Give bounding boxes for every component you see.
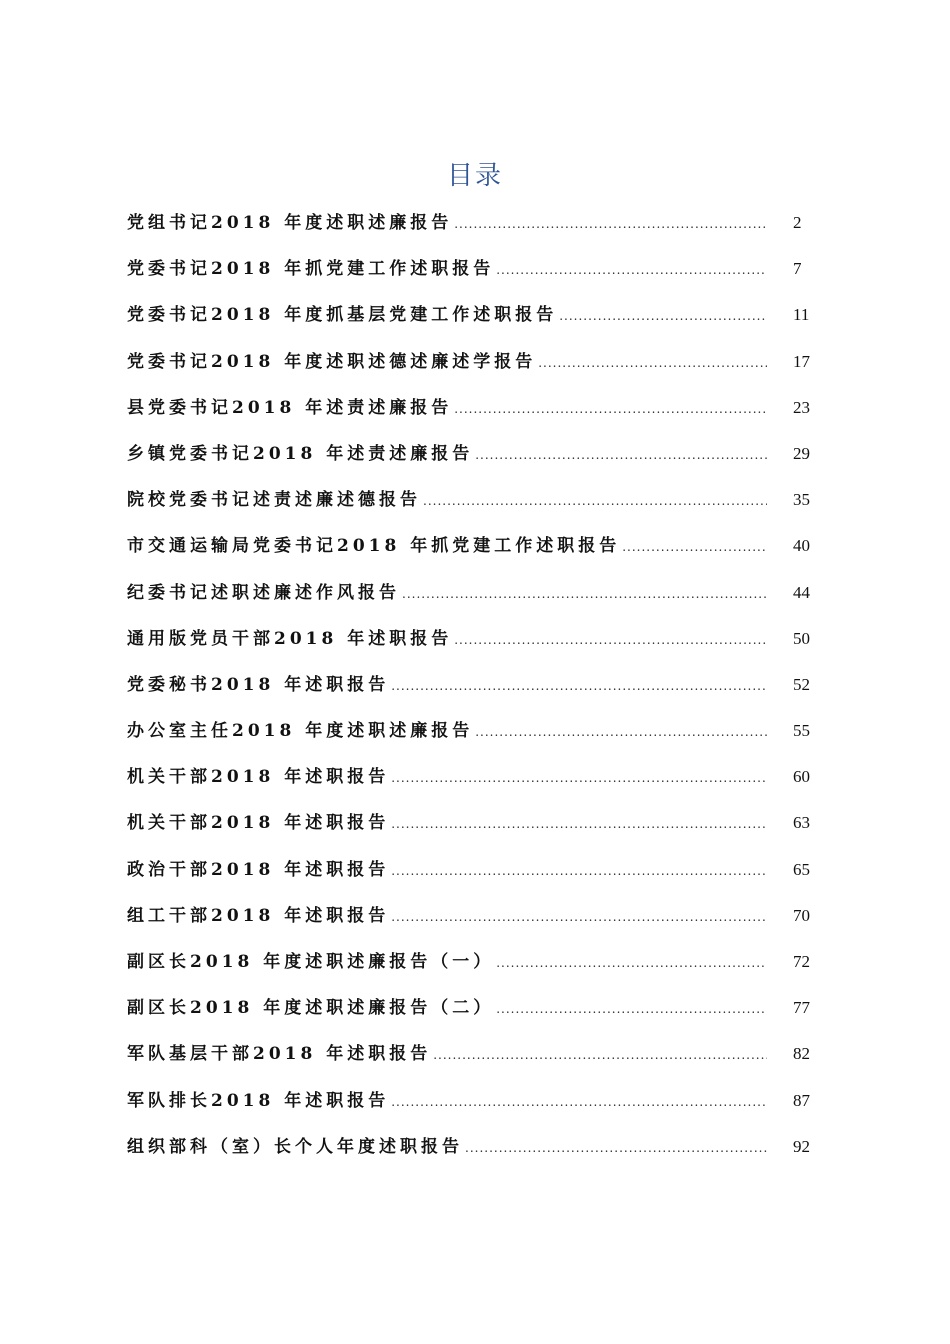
toc-dot-leader	[496, 247, 767, 293]
toc-dot-leader	[475, 432, 767, 478]
toc-dot-leader	[391, 663, 767, 709]
toc-dot-leader	[454, 386, 767, 432]
toc-entry-title: 组织部科（室）长个人年度述职报告	[127, 1136, 463, 1157]
toc-entry-page-number: 82	[793, 1044, 810, 1064]
toc-entry-title: 副区长2018 年度述职述廉报告（一）	[127, 952, 495, 972]
toc-entry[interactable]	[127, 616, 817, 662]
toc-dot-leader	[538, 340, 767, 386]
toc-entry[interactable]	[127, 800, 817, 846]
toc-entry[interactable]	[127, 1124, 817, 1170]
toc-entry[interactable]	[127, 523, 817, 569]
toc-entry-page-number: 23	[793, 397, 810, 417]
toc-entry-page-number: 92	[793, 1136, 810, 1156]
toc-dot-leader	[423, 478, 767, 524]
toc-entry-page-number: 87	[793, 1090, 810, 1110]
toc-dot-leader	[496, 940, 767, 986]
toc-dot-leader	[475, 709, 767, 755]
toc-dot-leader	[402, 571, 767, 617]
toc-entry-title: 党委书记2018 年度述职述德述廉述学报告	[127, 351, 537, 372]
toc-entry[interactable]	[127, 662, 817, 708]
toc-entry[interactable]	[127, 708, 817, 754]
toc-entry[interactable]	[127, 754, 817, 800]
toc-entry-page-number: 77	[793, 998, 810, 1018]
table-of-contents	[127, 200, 817, 1170]
toc-entry[interactable]	[127, 477, 817, 523]
toc-entry-title: 副区长2018 年度述职述廉报告（二）	[127, 998, 495, 1019]
toc-entry-page-number: 29	[793, 443, 810, 463]
toc-entry[interactable]	[127, 1031, 817, 1077]
toc-entry-page-number: 35	[793, 490, 810, 510]
toc-entry[interactable]	[127, 431, 817, 477]
toc-entry-title: 纪委书记述职述廉述作风报告	[127, 582, 400, 603]
toc-dot-leader	[465, 1125, 767, 1171]
toc-entry[interactable]	[127, 939, 817, 985]
toc-entry-page-number: 7	[793, 259, 802, 279]
toc-entry-page-number: 52	[793, 674, 810, 694]
toc-entry-page-number: 72	[793, 952, 810, 971]
toc-dot-leader	[559, 293, 767, 339]
toc-entry-title: 军队基层干部2018 年述职报告	[127, 1044, 432, 1065]
toc-entry[interactable]	[127, 893, 817, 939]
toc-entry-title: 县党委书记2018 年述责述廉报告	[127, 397, 453, 418]
toc-entry[interactable]	[127, 570, 817, 616]
toc-entry-page-number: 55	[793, 721, 810, 741]
toc-dot-leader	[391, 848, 767, 894]
toc-dot-leader	[454, 617, 767, 663]
toc-entry-title: 院校党委书记述责述廉述德报告	[127, 490, 421, 511]
toc-dot-leader	[496, 986, 767, 1032]
toc-dot-leader	[391, 801, 767, 847]
toc-entry-title: 办公室主任2018 年度述职述廉报告	[127, 721, 474, 742]
toc-entry-title: 政治干部2018 年述职报告	[127, 859, 390, 880]
toc-dot-leader	[391, 1079, 767, 1125]
toc-entry-title: 党委书记2018 年度抓基层党建工作述职报告	[127, 305, 558, 326]
toc-dot-leader	[391, 894, 767, 940]
toc-entry-page-number: 63	[793, 813, 810, 833]
toc-entry-page-number: 65	[793, 859, 810, 879]
toc-dot-leader	[454, 201, 767, 247]
toc-entry-title: 组工干部2018 年述职报告	[127, 905, 390, 926]
toc-entry-page-number: 44	[793, 582, 810, 602]
toc-entry[interactable]	[127, 847, 817, 893]
toc-entry-page-number: 60	[793, 767, 810, 787]
toc-entry-page-number: 50	[793, 628, 810, 648]
toc-entry-title: 通用版党员干部2018 年述职报告	[127, 628, 453, 649]
toc-entry-title: 党组书记2018 年度述职述廉报告	[127, 213, 453, 233]
toc-dot-leader	[391, 755, 767, 801]
toc-entry-page-number: 40	[793, 536, 810, 556]
toc-entry-page-number: 11	[793, 305, 810, 325]
toc-entry-title: 乡镇党委书记2018 年述责述廉报告	[127, 443, 474, 464]
toc-entry-title: 机关干部2018 年述职报告	[127, 767, 390, 788]
toc-entry-title: 党委秘书2018 年述职报告	[127, 674, 390, 695]
toc-entry-title: 党委书记2018 年抓党建工作述职报告	[127, 259, 495, 280]
toc-entry-page-number: 2	[793, 213, 802, 232]
toc-dot-leader	[622, 524, 767, 570]
toc-entry-title: 市交通运输局党委书记2018 年抓党建工作述职报告	[127, 536, 621, 557]
toc-entry[interactable]	[127, 200, 817, 246]
toc-entry[interactable]	[127, 339, 817, 385]
toc-entry[interactable]	[127, 1078, 817, 1124]
toc-dot-leader	[433, 1032, 767, 1078]
toc-entry-title: 军队排长2018 年述职报告	[127, 1090, 390, 1111]
toc-entry-page-number: 70	[793, 905, 810, 925]
toc-entry[interactable]	[127, 246, 817, 292]
toc-title: 目录	[446, 161, 503, 191]
toc-entry-page-number: 17	[793, 351, 810, 371]
toc-entry[interactable]	[127, 385, 817, 431]
toc-entry-title: 机关干部2018 年述职报告	[127, 813, 390, 834]
toc-entry[interactable]	[127, 985, 817, 1031]
toc-entry[interactable]	[127, 292, 817, 338]
